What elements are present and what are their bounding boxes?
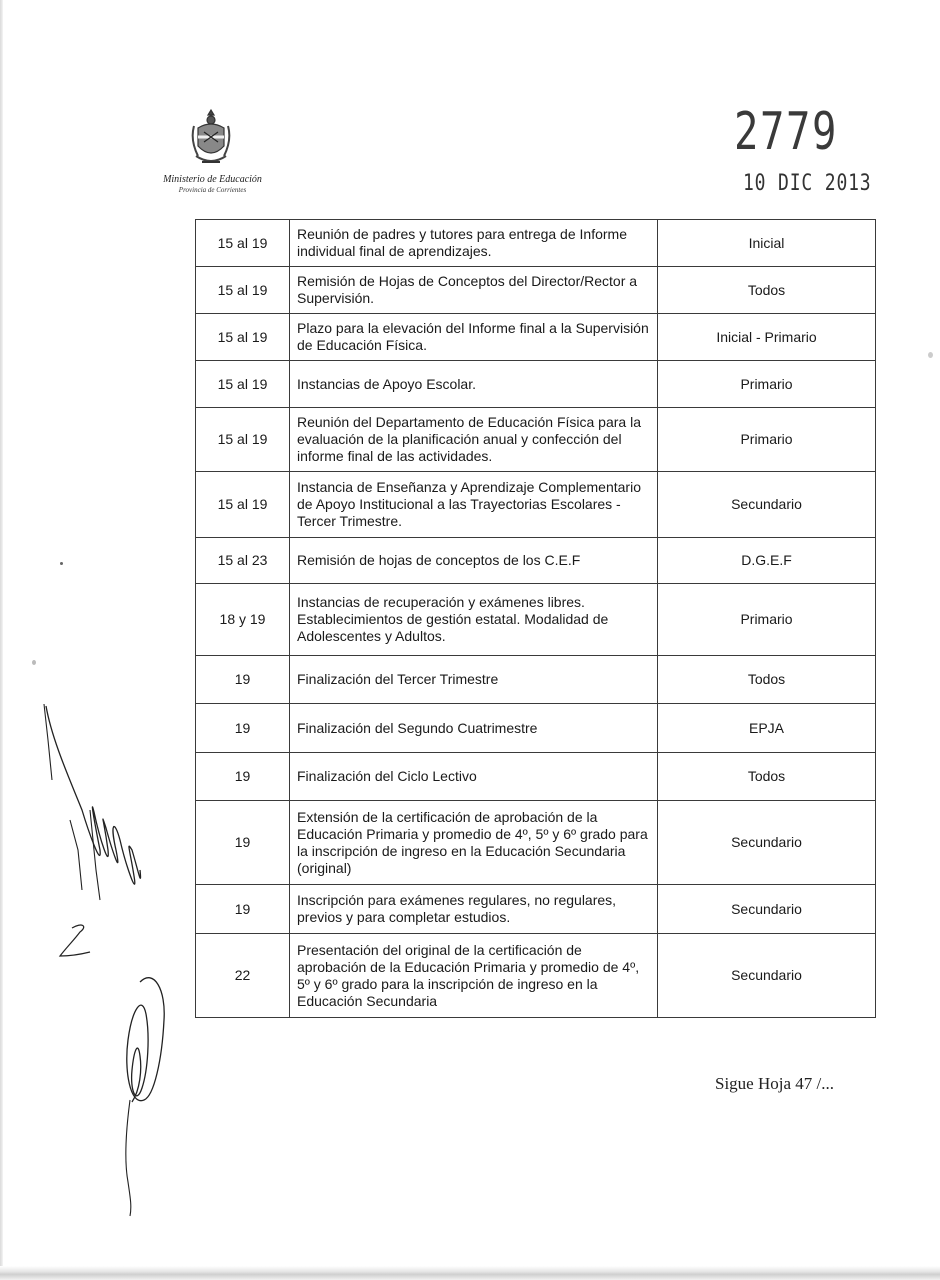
coat-of-arms-icon <box>190 108 232 168</box>
row-activity: Finalización del Tercer Trimestre <box>290 656 658 704</box>
row-date: 15 al 19 <box>196 220 290 267</box>
row-date: 15 al 19 <box>196 472 290 538</box>
table-row <box>196 267 876 314</box>
table-row <box>196 220 876 267</box>
row-activity: Remisión de Hojas de Conceptos del Director/Rector a Supervisión. <box>290 267 658 314</box>
row-date: 15 al 19 <box>196 361 290 408</box>
table-row <box>196 801 876 885</box>
table-row <box>196 538 876 584</box>
row-date: 19 <box>196 885 290 934</box>
row-activity: Instancia de Enseñanza y Aprendizaje Complementario de Apoyo Institucional a las Trayectorias Escolares - Tercer Trimestre. <box>290 472 658 538</box>
province-name: Provincia de Corrientes <box>178 186 247 194</box>
ministry-letterhead <box>150 108 275 204</box>
row-level: Primario <box>658 584 876 656</box>
row-date: 15 al 19 <box>196 267 290 314</box>
calendar-rows <box>196 220 876 1018</box>
table-row <box>196 656 876 704</box>
table-row <box>196 472 876 538</box>
row-date: 15 al 23 <box>196 538 290 584</box>
page-edge <box>0 0 3 1280</box>
row-activity: Remisión de hojas de conceptos de los C.E.F <box>290 538 658 584</box>
signature-mark <box>110 970 200 1220</box>
row-level: Inicial <box>658 220 876 267</box>
row-activity: Reunión de padres y tutores para entrega de Informe individual final de aprendizajes. <box>290 220 658 267</box>
table-row <box>196 934 876 1018</box>
row-activity: Plazo para la elevación del Informe final a la Supervisión de Educación Física. <box>290 314 658 361</box>
table-row <box>196 314 876 361</box>
row-activity: Instancias de Apoyo Escolar. <box>290 361 658 408</box>
row-level: Inicial - Primario <box>658 314 876 361</box>
page-speck <box>32 660 36 665</box>
row-level: Todos <box>658 267 876 314</box>
page-speck <box>928 352 933 358</box>
row-date: 19 <box>196 704 290 753</box>
row-level: Secundario <box>658 472 876 538</box>
table-row <box>196 584 876 656</box>
row-date: 19 <box>196 656 290 704</box>
school-calendar-table <box>195 219 876 1018</box>
resolution-number: 2779 <box>734 102 838 162</box>
table-row <box>196 704 876 753</box>
row-level: Secundario <box>658 801 876 885</box>
continued-note: Sigue Hoja 47 /... <box>715 1074 834 1093</box>
row-activity: Instancias de recuperación y exámenes libres. Establecimientos de gestión estatal. Modalidad de Adolescentes y Adultos. <box>290 584 658 656</box>
page-edge <box>0 1266 940 1280</box>
resolution-date: 10 DIC 2013 <box>743 171 872 196</box>
page-speck <box>60 562 63 565</box>
row-date: 18 y 19 <box>196 584 290 656</box>
row-level: Primario <box>658 408 876 472</box>
ministry-name: Ministerio de Educación <box>163 174 262 185</box>
table-row <box>196 361 876 408</box>
signature-mark <box>30 700 150 970</box>
row-activity: Presentación del original de la certificación de aprobación de la Educación Primaria y promedio de 4º, 5º y 6º grado para la inscripción de ingreso en la Educación Secundaria <box>290 934 658 1018</box>
row-date: 15 al 19 <box>196 408 290 472</box>
row-level: Secundario <box>658 885 876 934</box>
table-row <box>196 753 876 801</box>
row-activity: Reunión del Departamento de Educación Física para la evaluación de la planificación anual y confección del informe final de las actividades. <box>290 408 658 472</box>
row-date: 19 <box>196 753 290 801</box>
row-level: EPJA <box>658 704 876 753</box>
row-activity: Extensión de la certificación de aprobación de la Educación Primaria y promedio de 4º, 5º y 6º grado para la inscripción de ingreso en la Educación Secundaria (original) <box>290 801 658 885</box>
row-level: Todos <box>658 656 876 704</box>
row-activity: Finalización del Ciclo Lectivo <box>290 753 658 801</box>
row-level: Todos <box>658 753 876 801</box>
row-date: 22 <box>196 934 290 1018</box>
row-level: Primario <box>658 361 876 408</box>
table-row <box>196 408 876 472</box>
row-activity: Inscripción para exámenes regulares, no regulares, previos y para completar estudios. <box>290 885 658 934</box>
table-row <box>196 885 876 934</box>
row-level: Secundario <box>658 934 876 1018</box>
row-level: D.G.E.F <box>658 538 876 584</box>
row-activity: Finalización del Segundo Cuatrimestre <box>290 704 658 753</box>
row-date: 19 <box>196 801 290 885</box>
row-date: 15 al 19 <box>196 314 290 361</box>
